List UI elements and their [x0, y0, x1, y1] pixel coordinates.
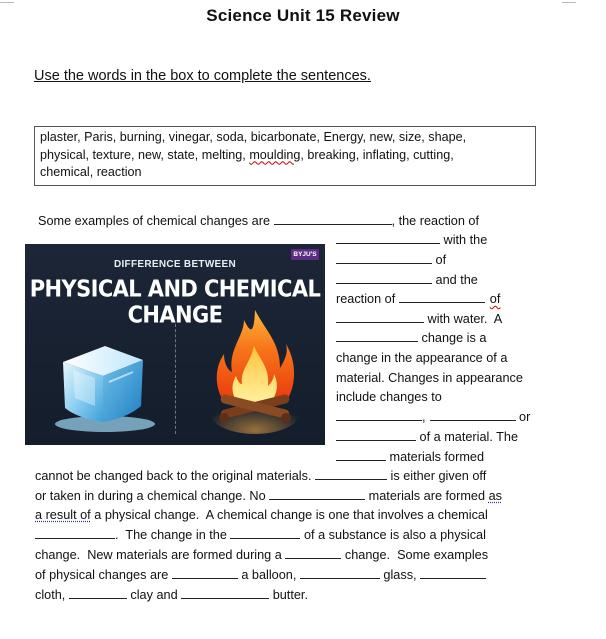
answer-blank[interactable]	[336, 312, 424, 323]
text-segment: materials formed	[386, 450, 485, 464]
text-segment: of physical changes are	[35, 568, 172, 582]
text-segment: with the	[440, 233, 488, 247]
text-segment: change. Some examples	[341, 548, 489, 562]
text-segment: glass,	[379, 568, 421, 582]
text-segment: of a substance is also a physical	[300, 528, 486, 542]
text-line: change in the appearance of a	[336, 351, 508, 365]
text-segment: , the reaction of	[391, 214, 480, 228]
text-segment: of a material. The	[416, 430, 519, 444]
text-line	[336, 233, 487, 248]
misspelled-word: moulding	[249, 147, 301, 162]
text-segment: cloth,	[35, 588, 69, 602]
page-title: Science Unit 15 Review	[206, 6, 400, 25]
word-box-line	[40, 147, 530, 165]
text-line: include changes to	[336, 390, 442, 404]
text-segment: or	[515, 410, 531, 424]
grammar-flagged-word: as	[488, 489, 502, 503]
text-line	[336, 331, 486, 346]
text-segment: ,	[422, 410, 426, 424]
word-box-line: plaster, Paris, burning, vinegar, soda, bicarbonate, Energy, new, size, shape,	[40, 130, 467, 144]
text-segment: with water. A	[424, 312, 503, 326]
answer-blank[interactable]	[181, 588, 269, 599]
grammar-flagged-word: a result of	[35, 508, 91, 522]
text-segment: of	[432, 253, 447, 267]
text-line	[35, 588, 308, 603]
text-segment: cannot be changed back to the original materials.	[35, 469, 316, 483]
text-segment: Some examples of chemical changes are	[38, 214, 274, 228]
text-segment: butter.	[269, 588, 308, 602]
word-box-text: , breaking, inflating, cutting,	[300, 147, 454, 162]
answer-blank[interactable]	[336, 331, 418, 342]
text-segment: is either given off	[387, 469, 487, 483]
campfire-icon	[210, 306, 300, 436]
image-divider	[175, 324, 176, 434]
answer-blank[interactable]	[336, 430, 416, 441]
answer-blank[interactable]	[336, 410, 422, 421]
text-line: material. Changes in appearance	[336, 371, 523, 385]
physical-chemical-change-image	[25, 244, 325, 445]
misspelled-word: of	[489, 292, 501, 306]
text-segment: materials are formed	[365, 489, 489, 503]
answer-blank[interactable]	[35, 528, 115, 539]
answer-blank[interactable]	[336, 450, 386, 461]
text-line	[35, 528, 486, 543]
text-line	[35, 508, 488, 523]
answer-blank[interactable]	[300, 568, 380, 579]
text-segment: reaction of	[336, 292, 399, 306]
text-segment: . The change in the	[115, 528, 231, 542]
text-line	[336, 312, 502, 327]
answer-blank[interactable]	[172, 568, 238, 579]
text-line	[336, 253, 446, 268]
text-segment: change. New materials are formed during a	[35, 548, 286, 562]
page-corner-mark-left	[0, 0, 14, 3]
image-subtitle: DIFFERENCE BETWEEN	[113, 259, 237, 270]
brand-logo: BYJU'S	[291, 249, 319, 260]
answer-blank[interactable]	[230, 528, 300, 539]
answer-blank[interactable]	[336, 253, 432, 264]
answer-blank[interactable]	[420, 568, 486, 579]
text-line	[336, 273, 478, 288]
text-line	[336, 450, 484, 465]
text-segment: a physical change. A chemical change is one that involves a chemical	[90, 508, 488, 522]
text-line	[35, 489, 502, 504]
word-box-line: chemical, reaction	[40, 165, 142, 179]
answer-blank[interactable]	[269, 489, 365, 500]
text-segment: and the	[432, 273, 478, 287]
text-segment: a balloon,	[237, 568, 300, 582]
word-box-text: physical, texture, new, state, melting,	[40, 147, 250, 162]
text-segment: clay and	[126, 588, 182, 602]
instruction-heading: Use the words in the box to complete the sentences.	[34, 68, 371, 84]
text-line	[336, 430, 518, 445]
answer-blank[interactable]	[274, 214, 392, 225]
text-line	[35, 548, 488, 563]
text-line	[38, 214, 479, 229]
answer-blank[interactable]	[399, 292, 485, 303]
ice-cube-icon	[47, 326, 159, 436]
answer-blank[interactable]	[315, 469, 387, 480]
page-corner-mark-right	[562, 0, 576, 3]
text-line	[35, 568, 486, 583]
text-segment: change is a	[418, 331, 487, 345]
text-line	[35, 469, 486, 484]
answer-blank[interactable]	[69, 588, 127, 599]
answer-blank[interactable]	[430, 410, 516, 421]
answer-blank[interactable]	[336, 233, 440, 244]
answer-blank[interactable]	[336, 273, 432, 284]
text-line	[336, 410, 530, 425]
image-heading: PHYSICAL AND CHEMICAL CHANGE	[29, 276, 321, 328]
text-line	[336, 292, 500, 307]
answer-blank[interactable]	[285, 548, 341, 559]
word-box	[34, 126, 536, 186]
text-segment: or taken in during a chemical change. No	[35, 489, 270, 503]
